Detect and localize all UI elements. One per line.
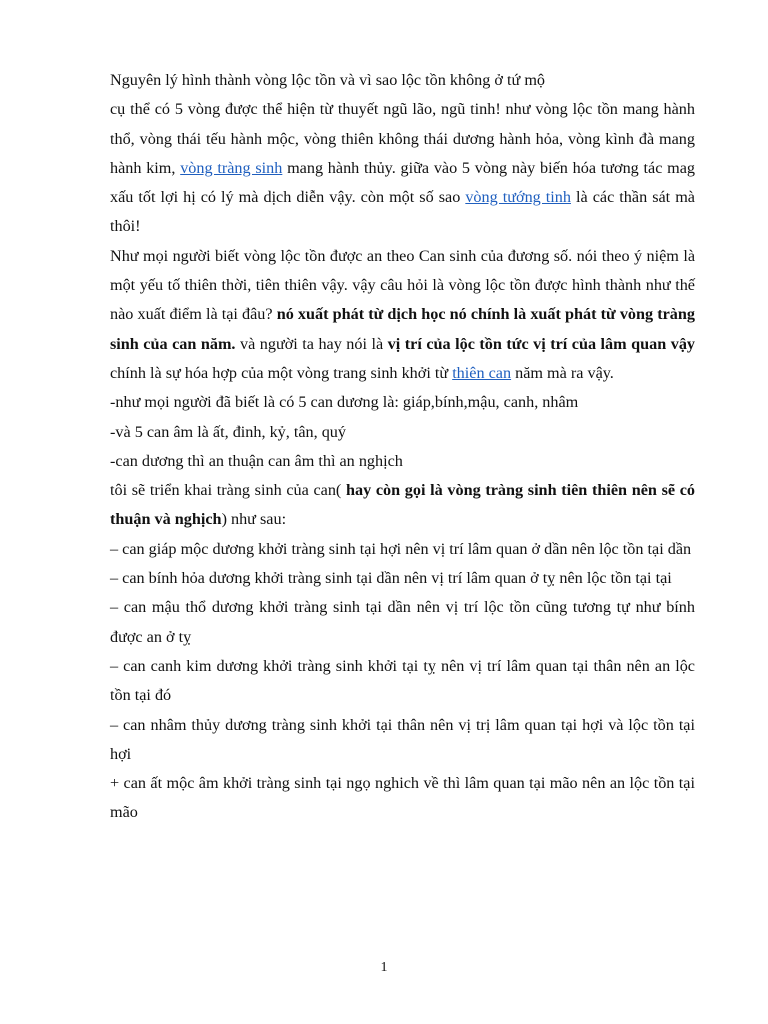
list-item: – can nhâm thủy dương tràng sinh khởi tại thân nên vị trị lâm quan tại hợi và lộc tồn tại hợi — [110, 715, 695, 763]
list-item: – can mậu thổ dương khởi tràng sinh tại dần nên vị trí lộc tồn cũng tương tự như bính được an ở tỵ — [110, 598, 695, 646]
document-title: Nguyên lý hình thành vòng lộc tồn và vì sao lộc tồn không ở tứ mộ — [110, 71, 546, 89]
bold-text: nó xuất phát từ dịch học nó chính là xuất phát từ vòng tràng sinh của can năm. — [110, 305, 696, 353]
paragraph-text: là các thần sát mà thôi! — [110, 188, 695, 236]
paragraph-text: mang hành thủy. giữa vào 5 vòng này biến hóa tương tác mag xấu tốt lợi hị có lý mà dịch diễn vậy. còn một số sao — [110, 158, 696, 207]
line-rule: -can dương thì an thuận can âm thì an nghịch — [110, 451, 403, 470]
paragraph-text: năm mà ra vậy. — [511, 363, 614, 382]
list-item: – can bính hỏa dương khởi tràng sinh tại dần nên vị trí lâm quan ở tỵ nên lộc tồn tại tại — [110, 569, 672, 588]
bold-text: hay còn gọi là vòng tràng sinh tiên thiên nên sẽ có thuận và nghịch — [110, 481, 695, 529]
line-can-duong: -như mọi người đã biết là có 5 can dương là: giáp,bính,mậu, canh, nhâm — [110, 393, 579, 412]
paragraph-origin — [110, 242, 695, 388]
list-item: + can ất mộc âm khởi tràng sinh tại ngọ nghich về thì lâm quan tại mão nên an lộc tồn tại mão — [110, 774, 695, 822]
paragraph-text: ) như sau: — [221, 510, 287, 529]
paragraph-text: cụ thể có 5 vòng được thể hiện từ thuyết ngũ lão, ngũ tinh! như vòng lộc tồn mang hành thổ, vòng thái tếu hành mộc, vòng thiên không thái dương hành hỏa, vòng kình đà mang hành kim, — [110, 100, 695, 177]
paragraph-text: tôi sẽ triển khai tràng sinh của can( — [110, 481, 346, 500]
link-vong-tuong-tinh[interactable]: vòng tướng tinh — [465, 188, 571, 207]
paragraph-text: chính là sự hóa hợp của một vòng trang sinh khởi từ — [110, 363, 453, 382]
paragraph-text: và người ta hay nói là — [235, 334, 388, 353]
paragraph-five-rings — [110, 95, 695, 241]
page-number: 1 — [380, 960, 388, 975]
paragraph-intro — [110, 476, 695, 535]
bold-text: vị trí của lộc tồn tức vị trí của lâm quan vậy — [387, 334, 696, 353]
link-vong-trang-sinh[interactable]: vòng tràng sinh — [180, 158, 283, 177]
link-thien-can[interactable]: thiên can — [452, 363, 512, 382]
list-item: – can giáp mộc dương khởi tràng sinh tại hợi nên vị trí lâm quan ở dần nên lộc tồn tại dần — [110, 539, 692, 558]
line-can-am: -và 5 can âm là ất, đinh, kỷ, tân, quý — [110, 422, 346, 441]
paragraph-text: Như mọi người biết vòng lộc tồn được an theo Can sinh của đương số. nói theo ý niệm là một yếu tố thiên thời, tiên thiên vậy. vậy câu hỏi là vòng lộc tồn được hình thành như thế nào xuất điểm là tại đâu? — [110, 246, 695, 324]
list-item: – can canh kim dương khởi tràng sinh khởi tại tỵ nên vị trí lâm quan tại thân nên an lộc tồn tại đó — [110, 656, 695, 705]
